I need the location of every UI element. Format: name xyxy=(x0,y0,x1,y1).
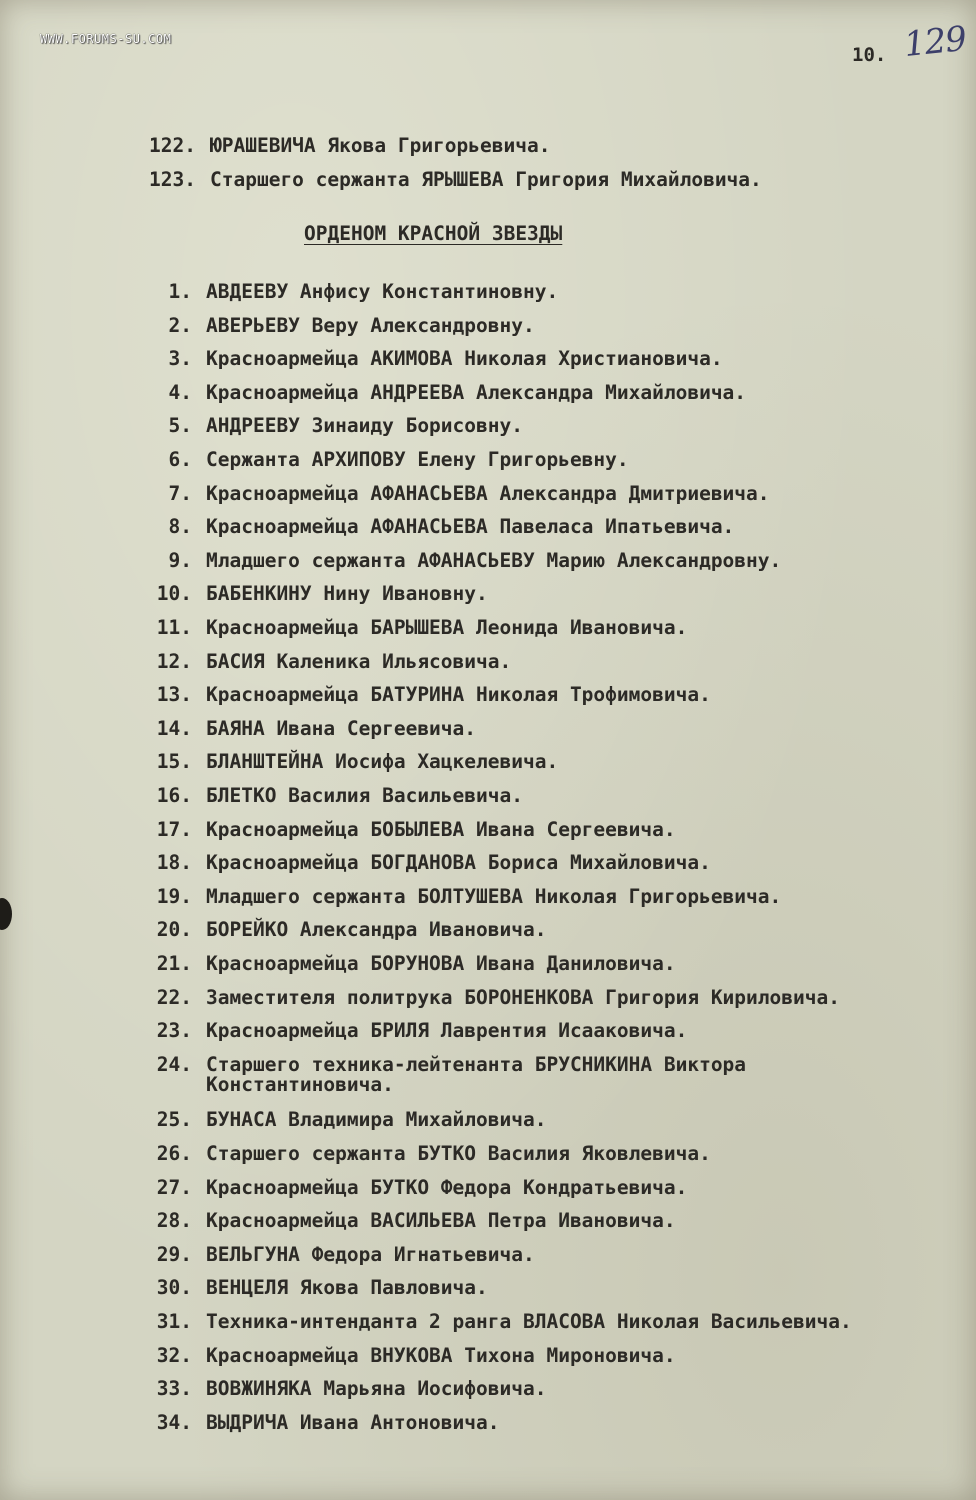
award-entry-row xyxy=(0,582,976,606)
award-entry-row xyxy=(0,381,976,405)
award-entry-row xyxy=(0,280,976,304)
entry-number: 1. xyxy=(168,280,192,303)
entry-text: Красноармейца ВАСИЛЬЕВА Петра Ивановича. xyxy=(206,1209,676,1233)
entry-text: Красноармейца АКИМОВА Николая Христиановича. xyxy=(206,347,723,371)
entry-number: 32. xyxy=(156,1343,192,1367)
entry-text: ВЕНЦЕЛЯ Якова Павловича. xyxy=(206,1276,488,1300)
entry-number: 26. xyxy=(156,1142,192,1165)
entry-number: 7. xyxy=(168,481,192,505)
award-entry-row xyxy=(0,314,976,338)
award-entry-row xyxy=(0,1310,976,1334)
entry-number: 34. xyxy=(156,1410,192,1434)
award-entry-row xyxy=(0,1344,976,1368)
award-entry-row xyxy=(0,347,976,371)
award-entry-row xyxy=(0,1411,976,1435)
award-entry-row xyxy=(0,952,976,976)
entry-text: Старшего сержанта ЯРЫШЕВА Григория Михайловича. xyxy=(210,168,762,191)
entry-number: 6. xyxy=(168,448,192,471)
entry-number: 11. xyxy=(156,616,192,639)
previous-entry-row xyxy=(0,168,976,192)
entry-number: 123. xyxy=(149,168,196,191)
entry-text: ВЕЛЬГУНА Федора Игнатьевича. xyxy=(206,1242,535,1266)
entry-number: 9. xyxy=(168,548,192,572)
entry-text: БОРЕЙКО Александра Ивановича. xyxy=(206,918,547,942)
entry-text: ВОВЖИНЯКА Марьяна Иосифовича. xyxy=(206,1377,547,1401)
entry-text: Красноармейца БОГДАНОВА Бориса Михайловича. xyxy=(206,851,711,875)
section-heading: ОРДЕНОМ КРАСНОЙ ЗВЕЗДЫ xyxy=(304,222,563,245)
award-entry-row xyxy=(0,1209,976,1233)
entry-text: Красноармейца АНДРЕЕВА Александра Михайловича. xyxy=(206,380,747,404)
entry-text: АНДРЕЕВУ Зинаиду Борисовну. xyxy=(206,414,523,438)
entry-text: АВДЕЕВУ Анфису Константиновну. xyxy=(206,280,559,303)
entry-text: Красноармейца БАРЫШЕВА Леонида Ивановича. xyxy=(206,616,688,639)
award-entry-row xyxy=(0,1176,976,1200)
award-entry-row xyxy=(0,1276,976,1300)
award-entry-row xyxy=(0,683,976,707)
award-entry-row xyxy=(0,918,976,942)
entry-number: 3. xyxy=(168,347,192,371)
award-entry-row xyxy=(0,448,976,472)
award-entry-row xyxy=(0,616,976,640)
entry-text: Красноармейца БРИЛЯ Лаврентия Исааковича. xyxy=(206,1019,688,1043)
entry-text: ЮРАШЕВИЧА Якова Григорьевича. xyxy=(210,134,551,157)
entry-number: 8. xyxy=(168,515,192,539)
award-entry-row xyxy=(0,750,976,774)
entry-number: 18. xyxy=(156,851,192,875)
entry-text: Красноармейца ВНУКОВА Тихона Мироновича. xyxy=(206,1343,676,1367)
entry-text: Красноармейца АФАНАСЬЕВА Александра Дмитриевича. xyxy=(206,481,770,505)
entry-number: 30. xyxy=(156,1276,192,1300)
award-entry-row xyxy=(0,1243,976,1267)
entry-number: 28. xyxy=(156,1209,192,1233)
award-entry-row xyxy=(0,1142,976,1166)
watermark: WWW.FORUMS-SU.COM xyxy=(40,32,172,46)
entry-number: 12. xyxy=(156,649,192,673)
entry-number: 31. xyxy=(156,1310,192,1333)
entry-text: Старшего техника-лейтенанта БРУСНИКИНА Виктора xyxy=(206,1052,747,1076)
entry-number: 27. xyxy=(156,1175,192,1199)
entry-number: 21. xyxy=(156,952,192,975)
award-entry-row xyxy=(0,515,976,539)
award-entry-row xyxy=(0,885,976,909)
award-entry-row xyxy=(0,482,976,506)
award-entry-row xyxy=(0,986,976,1010)
entry-number: 24. xyxy=(156,1052,192,1076)
award-entry-row xyxy=(0,784,976,808)
entry-text: ВЫДРИЧА Ивана Антоновича. xyxy=(206,1410,500,1434)
entry-text: БЛЕТКО Василия Васильевича. xyxy=(206,784,523,807)
award-entry-row xyxy=(0,1108,976,1132)
entry-text: БАСИЯ Каленика Ильясовича. xyxy=(206,649,512,673)
entry-number: 15. xyxy=(156,750,192,774)
award-entry-row xyxy=(0,818,976,842)
entry-number: 13. xyxy=(156,683,192,707)
entry-text: Красноармейца БУТКО Федора Кондратьевича. xyxy=(206,1175,688,1199)
award-entry-row xyxy=(0,1377,976,1401)
award-entry-row xyxy=(0,851,976,875)
award-entry-row xyxy=(0,1052,976,1096)
entry-text: Красноармейца БАТУРИНА Николая Трофимовича. xyxy=(206,683,711,707)
award-entry-row xyxy=(0,549,976,573)
entry-number: 23. xyxy=(156,1019,192,1043)
entry-text: Сержанта АРХИПОВУ Елену Григорьевну. xyxy=(206,448,629,471)
entry-text: БУНАСА Владимира Михайловича. xyxy=(206,1108,547,1132)
award-entry-row xyxy=(0,1019,976,1043)
previous-entry-row xyxy=(0,134,976,158)
award-entry-row xyxy=(0,650,976,674)
entry-text: АВЕРЬЕВУ Веру Александровну. xyxy=(206,313,535,337)
entry-number: 16. xyxy=(156,784,192,807)
entry-number: 20. xyxy=(156,918,192,942)
entry-number: 17. xyxy=(156,817,192,841)
entry-text: Заместителя политрука БОРОНЕНКОВА Григория Кириловича. xyxy=(206,985,840,1009)
entry-number: 22. xyxy=(156,985,192,1009)
entry-text: БЛАНШТЕЙНА Иосифа Хацкелевича. xyxy=(206,750,559,774)
entry-text: Техника-интенданта 2 ранга ВЛАСОВА Николая Васильевича. xyxy=(206,1310,852,1333)
entry-text: БАБЕНКИНУ Нину Ивановну. xyxy=(206,582,488,606)
entry-number: 10. xyxy=(156,582,192,606)
entry-number: 29. xyxy=(156,1242,192,1266)
award-entry-row xyxy=(0,717,976,741)
entry-text: Старшего сержанта БУТКО Василия Яковлевича. xyxy=(206,1142,711,1165)
entry-number: 122. xyxy=(149,134,196,157)
entry-text: Младшего сержанта БОЛТУШЕВА Николая Григорьевича. xyxy=(206,884,782,908)
entry-number: 2. xyxy=(168,313,192,337)
entry-number: 25. xyxy=(156,1108,192,1132)
page-number: 10. xyxy=(852,44,887,66)
archive-number: 129 xyxy=(902,18,968,66)
entry-number: 33. xyxy=(156,1377,192,1401)
award-entry-row xyxy=(0,414,976,438)
entry-number: 4. xyxy=(168,380,192,404)
entry-number: 14. xyxy=(156,716,192,740)
entry-text: Младшего сержанта АФАНАСЬЕВУ Марию Александровну. xyxy=(206,548,782,572)
entry-text: Красноармейца АФАНАСЬЕВА Павеласа Ипатьевича. xyxy=(206,515,735,539)
entry-text: Красноармейца БОРУНОВА Ивана Даниловича. xyxy=(206,952,676,975)
entry-text: БАЯНА Ивана Сергеевича. xyxy=(206,716,477,740)
entry-number: 19. xyxy=(156,884,192,908)
entry-number: 5. xyxy=(168,414,192,438)
entry-text: Красноармейца БОБЫЛЕВА Ивана Сергеевича. xyxy=(206,817,676,841)
entry-text-continuation: Константиновича. xyxy=(206,1072,394,1096)
